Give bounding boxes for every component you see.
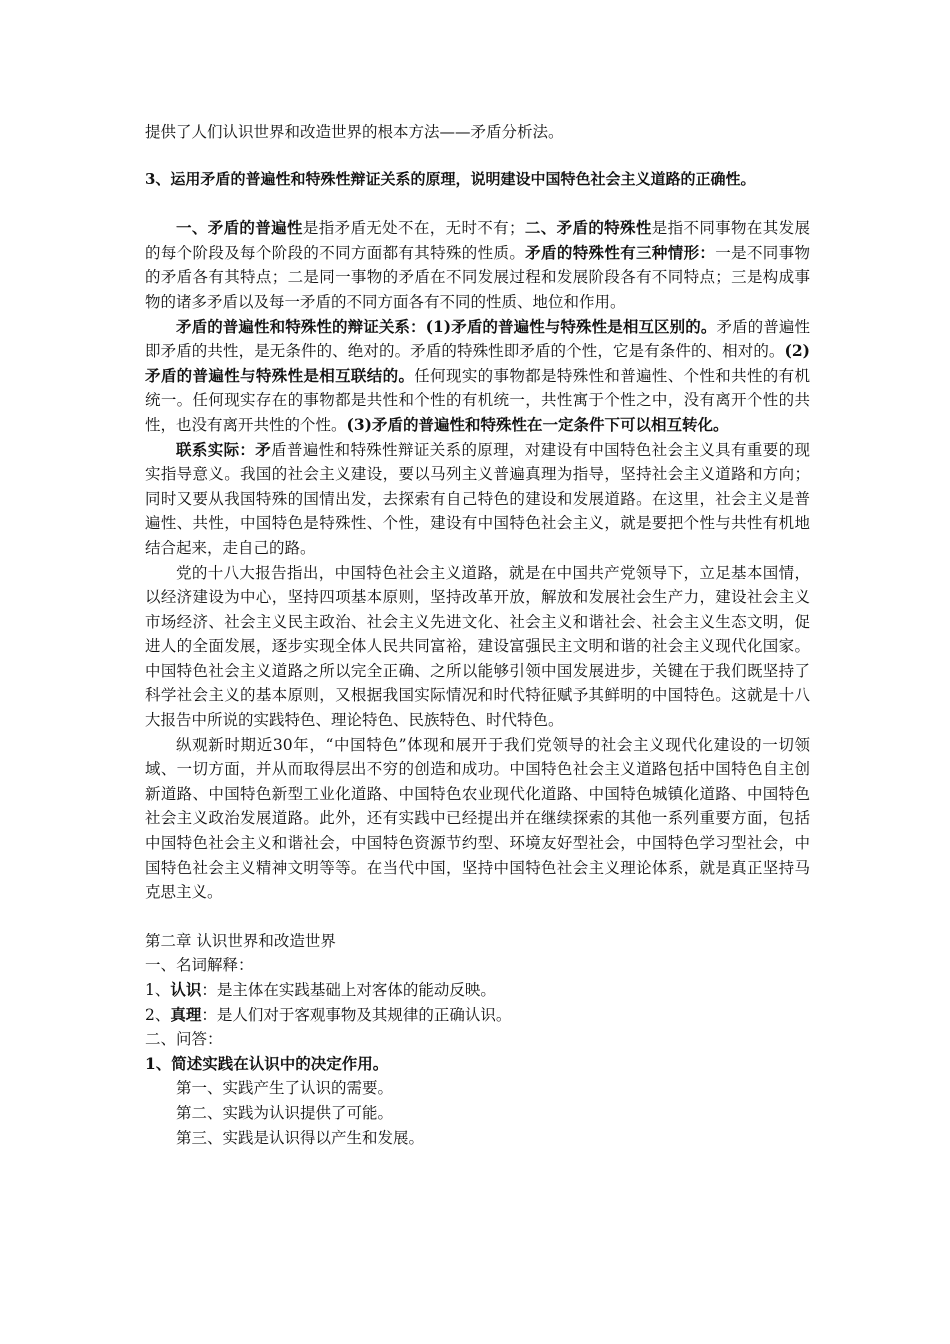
paragraph-dialectical-relation — [145, 315, 810, 438]
definition-term: 认识 — [170, 980, 202, 999]
point-3: (3)矛盾的普遍性和特殊性在一定条件下可以相互转化。 — [346, 414, 729, 434]
paragraph-universality-particularity — [145, 216, 810, 314]
definition-term: 真理 — [170, 1004, 202, 1024]
term-universality: 一、矛盾的普遍性 — [176, 218, 303, 238]
list-item: 第一、实践产生了认识的需要。 — [176, 1079, 394, 1098]
term-three-cases: 矛盾的特殊性有三种情形： — [525, 242, 716, 262]
definition-cognition — [145, 978, 810, 1003]
text-three-cases: 一是不同事物的矛盾各有其特点；二是同一事物的矛盾在不同发展过程和发展阶段各有不同特点；三是构成事物的诸多矛盾以及每一矛盾的不同方面各有不同的性质、地位和作用。 — [145, 243, 810, 311]
heading-dialectical-relation: 矛盾的普遍性和特殊性的辩证关系： — [176, 316, 426, 336]
intro-line: 提供了人们认识世界和改造世界的根本方法——矛盾分析法。 — [145, 123, 564, 141]
question-3-title: 3、运用矛盾的普遍性和特殊性辩证关系的原理，说明建设中国特色社会主义道路的正确性。 — [145, 169, 756, 188]
chapter-2-title: 第二章 认识世界和改造世界 — [145, 931, 336, 950]
definition-number: 2、 — [145, 1005, 171, 1024]
heading-practice-link: 联系实际： — [176, 439, 256, 459]
list-item: 第三、实践是认识得以产生和发展。 — [176, 1128, 425, 1147]
point-1: (1)矛盾的普遍性与特殊性是相互区别的。 — [425, 316, 717, 336]
document-page — [145, 120, 810, 1150]
paragraph-chinese-characteristics: 纵观新时期近30年，“中国特色”体现和展开于我们党领导的社会主义现代化建设的一切领域、一切方面，并从而取得层出不穷的创造和成功。中国特色社会主义道路包括中国特色自主创新道路、中国特色新型工业化道路、中国特色农业现代化道路、中国特色城镇化道路、中国特色社会主义政治发展道路。此外，还有实践中已经提出并在继续探索的其他一系列重要方面，包括中国特色社会主义和谐社会，中国特色资源节约型、环境友好型社会，中国特色学习型社会，中国特色社会主义精神文明等等。在当代中国，坚持中国特色社会主义理论体系，就是真正坚持马克思主义。 — [145, 735, 810, 902]
paragraph-18th-congress: 党的十八大报告指出，中国特色社会主义道路，就是在中国共产党领导下，立足基本国情，以经济建设为中心，坚持四项基本原则，坚持改革开放，解放和发展社会生产力，建设社会主义市场经济、社会主义民主政治、社会主义先进文化、社会主义和谐社会、社会主义生态文明，促进人的全面发展，逐步实现全体人民共同富裕，建设富强民主文明和谐的社会主义现代化国家。中国特色社会主义道路之所以完全正确、之所以能够引领中国发展进步，关键在于我们既坚持了科学社会主义的基本原则，又根据我国实际情况和时代特征赋予其鲜明的中国特色。这就是十八大报告中所说的实践特色、理论特色、民族特色、时代特色。 — [145, 563, 810, 730]
text-point-2: 任何现实的事物都是特殊性和普遍性、个性和共性的有机统一。任何现实存在的事物都是共性和个性的有机统一，共性寓于个性之中，没有离开个性的共性，也没有离开共性的个性。 — [145, 366, 810, 434]
text-point-1: 矛盾的普遍性即矛盾的共性，是无条件的、绝对的。矛盾的特殊性即矛盾的个性，它是有条件的、相对的。 — [145, 317, 810, 361]
text-practice-link: 盾普遍性和特殊性辩证关系的原理，对建设有中国特色社会主义具有重要的现实指导意义。我国的社会主义建设，要以马列主义普遍真理为指导，坚持社会主义道路和方向；同时又要从我国特殊的国情出发，去探索有自己特色的建设和发展道路。在这里，社会主义是普遍性、共性，中国特色是特殊性、个性，建设有中国特色社会主义，就是要把个性与共性有机地结合起来，走自己的路。 — [145, 440, 810, 557]
text-practice-first-char: 矛 — [255, 439, 272, 459]
term-particularity: 二、矛盾的特殊性 — [524, 218, 652, 238]
text-particularity-def: 是指不同事物在其发展的每个阶段及每个阶段的不同方面都有其特殊的性质。 — [145, 219, 810, 262]
text-universality-def: 是指矛盾无处不在，无时不有； — [302, 219, 525, 238]
definition-number: 1、 — [145, 981, 171, 999]
definition-text: ：是主体在实践基础上对客体的能动反映。 — [201, 981, 496, 999]
definition-text: ：是人们对于客观事物及其规律的正确认识。 — [201, 1005, 512, 1024]
section-definitions: 一、名词解释： — [145, 956, 254, 975]
definition-truth — [145, 1003, 810, 1028]
list-item: 第二、实践为认识提供了可能。 — [176, 1103, 394, 1122]
section-qa: 二、问答： — [145, 1030, 223, 1049]
point-2: (2)矛盾的普遍性与特殊性是相互联结的。 — [145, 341, 810, 385]
question-practice-role: 1、简述实践在认识中的决定作用。 — [145, 1053, 389, 1073]
paragraph-practice-link — [145, 438, 810, 561]
